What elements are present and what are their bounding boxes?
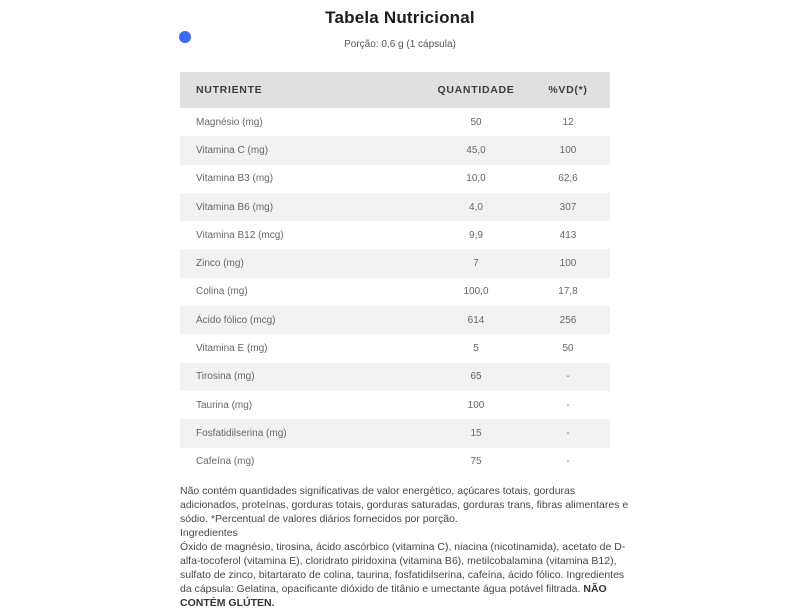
- quantity-cell: 100,0: [463, 286, 489, 298]
- notes-section: [180, 484, 632, 610]
- page-title: Tabela Nutricional: [325, 8, 475, 27]
- table-row: [180, 108, 610, 136]
- quantity-cell: 10,0: [466, 173, 486, 185]
- vd-cell: 100: [559, 144, 577, 156]
- vd-cell: 12: [562, 116, 574, 128]
- vd-cell: 50: [562, 343, 574, 355]
- nutrient-cell: Fosfatidilserina (mg): [196, 427, 287, 439]
- quantity-cell: 5: [473, 343, 479, 355]
- quantity-cell: 614: [467, 314, 485, 326]
- quantity-cell: 4,0: [469, 201, 483, 213]
- ingredients-title: Ingredientes: [180, 527, 238, 539]
- table-row: [180, 136, 610, 164]
- vd-cell: 307: [559, 201, 577, 213]
- table-row: [180, 363, 610, 391]
- vd-cell: -: [566, 399, 570, 411]
- nutrient-cell: Ácido fólico (mcg): [196, 314, 276, 326]
- nutrient-cell: Vitamina C (mg): [196, 144, 269, 156]
- nutrient-cell: Vitamina B6 (mg): [196, 201, 274, 213]
- vd-cell: -: [566, 456, 570, 468]
- nutrient-cell: Cafeína (mg): [196, 456, 255, 468]
- ingredients-list: Óxido de magnésio, tirosina, ácido ascórbico (vitamina C), niacina (nicotinamida), acetato de D-alfa-tocoferol (vitamina E), cloridrato piridoxina (vitamina B6), metilcobalamina (vitamina B12), sulfato de zinco, bitartarato de colina, taurina, fosfatidilserina, cafeína, ácido fólico. Ingredientes da cápsula: Gelatina, opacificante dióxido de titânio e umectante água potável filtrada.: [180, 541, 626, 595]
- table-row: [180, 448, 610, 476]
- nutrient-cell: Vitamina B12 (mcg): [196, 229, 284, 241]
- table-row: [180, 221, 610, 249]
- quantity-cell: 65: [470, 371, 482, 383]
- column-header-nutrient: NUTRIENTE: [196, 84, 263, 96]
- table-body: [180, 108, 610, 476]
- quantity-cell: 15: [470, 427, 482, 439]
- table-row: [180, 306, 610, 334]
- table-row: [180, 419, 610, 447]
- table-header-row: [180, 72, 610, 108]
- table-row: [180, 249, 610, 277]
- vd-cell: 100: [559, 258, 577, 270]
- vd-cell: 256: [559, 314, 577, 326]
- quantity-cell: 100: [467, 399, 485, 411]
- table-row: [180, 334, 610, 362]
- vd-cell: 62,6: [558, 173, 578, 185]
- column-header-vd: %VD(*): [548, 84, 588, 96]
- table-row: [180, 278, 610, 306]
- quantity-cell: 50: [470, 116, 482, 128]
- table-row: [180, 193, 610, 221]
- nutrient-cell: Vitamina B3 (mg): [196, 173, 274, 185]
- quantity-cell: 45,0: [466, 144, 486, 156]
- quantity-cell: 7: [473, 258, 479, 270]
- gluten-free-note: NÃO CONTÉM GLÚTEN.: [180, 583, 607, 609]
- vd-cell: 17,8: [558, 286, 578, 298]
- vd-cell: -: [566, 427, 570, 439]
- nutrient-cell: Zinco (mg): [196, 258, 244, 270]
- table-row: [180, 391, 610, 419]
- nutrient-cell: Vitamina E (mg): [196, 343, 268, 355]
- quantity-cell: 9,9: [469, 229, 483, 241]
- disclaimer-text: Não contém quantidades significativas de valor energético, açúcares totais, gorduras adicionados, proteínas, gorduras totais, gorduras saturadas, gorduras trans, fibras alimentares e sódio. *Percentual de valores diários fornecidos por porção.: [180, 485, 629, 525]
- nutrition-table: [180, 72, 610, 476]
- nutrient-cell: Tirosina (mg): [196, 371, 255, 383]
- nutrient-cell: Taurina (mg): [196, 399, 253, 411]
- column-header-quantity: QUANTIDADE: [437, 84, 515, 96]
- nutrient-cell: Colina (mg): [196, 286, 248, 298]
- vd-cell: 413: [559, 229, 577, 241]
- vd-cell: -: [566, 371, 570, 383]
- serving-size: Porção: 0,6 g (1 cápsula): [344, 39, 456, 50]
- quantity-cell: 75: [470, 456, 482, 468]
- table-row: [180, 165, 610, 193]
- nutrient-cell: Magnésio (mg): [196, 116, 263, 128]
